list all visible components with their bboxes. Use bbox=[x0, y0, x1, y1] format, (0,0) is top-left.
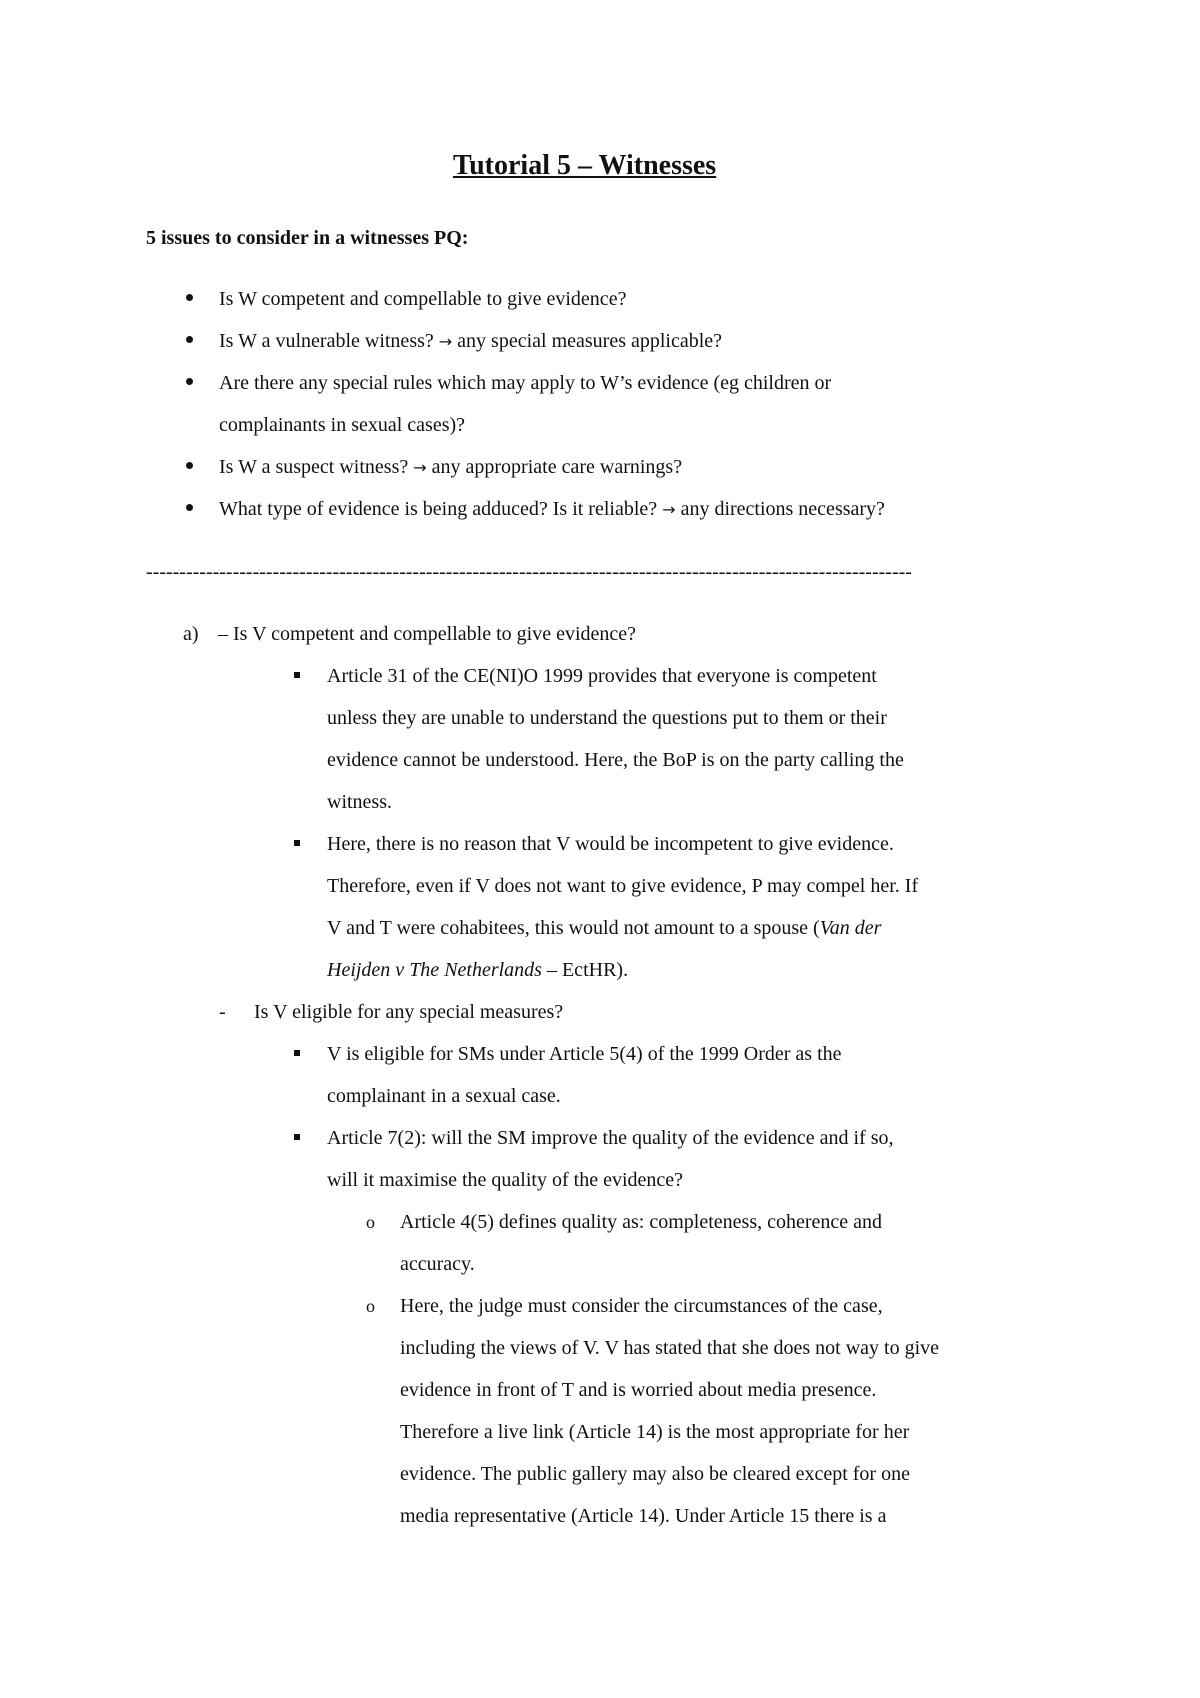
point-line: complainant in a sexual case. bbox=[327, 1085, 561, 1107]
right-arrow-icon: → bbox=[413, 458, 427, 477]
subheading: Is V eligible for any special measures? bbox=[254, 1001, 564, 1023]
point-text: V and T were cohabitees, this would not amount to a spouse ( bbox=[327, 917, 820, 939]
issue-text: any special measures applicable? bbox=[452, 330, 723, 352]
subpoint-line: evidence. The public gallery may also be cleared except for one bbox=[400, 1463, 910, 1485]
point-line: Article 31 of the CE(NI)O 1999 provides that everyone is competent bbox=[327, 665, 877, 687]
point-line: witness. bbox=[327, 791, 392, 813]
subpoint-line: media representative (Article 14). Under Article 15 there is a bbox=[400, 1505, 887, 1527]
issue-item-continuation: complainants in sexual cases)? bbox=[219, 414, 466, 436]
subpoint-line: including the views of V. V has stated that she does not way to give bbox=[400, 1337, 940, 1359]
point-line: V is eligible for SMs under Article 5(4) of the 1999 Order as the bbox=[327, 1043, 842, 1065]
point-line bbox=[327, 960, 628, 980]
bullet-icon bbox=[186, 294, 193, 301]
issue-item bbox=[219, 331, 722, 351]
point-line: will it maximise the quality of the evidence? bbox=[327, 1169, 684, 1191]
issue-text: any directions necessary? bbox=[675, 498, 885, 520]
bullet-icon bbox=[186, 504, 193, 511]
dashed-divider: ------------------------------------------------------------------------------------------------------------------- bbox=[146, 562, 912, 582]
square-bullet-icon bbox=[294, 1050, 300, 1056]
page-title: Tutorial 5 – Witnesses bbox=[453, 150, 717, 181]
case-name: Van der bbox=[819, 917, 882, 939]
square-bullet-icon bbox=[294, 840, 300, 846]
point-line: Here, there is no reason that V would be incompetent to give evidence. bbox=[327, 833, 894, 855]
issue-item bbox=[219, 457, 682, 477]
point-line: Article 7(2): will the SM improve the quality of the evidence and if so, bbox=[327, 1127, 894, 1149]
square-bullet-icon bbox=[294, 672, 300, 678]
issue-text: Is W a vulnerable witness? bbox=[219, 330, 439, 352]
right-arrow-icon: → bbox=[662, 500, 676, 519]
point-line: Therefore, even if V does not want to give evidence, P may compel her. If bbox=[327, 875, 919, 897]
point-line bbox=[327, 918, 881, 938]
subpoint-line: Article 4(5) defines quality as: completeness, coherence and bbox=[400, 1211, 883, 1233]
issue-text: any appropriate care warnings? bbox=[426, 456, 683, 478]
right-arrow-icon: → bbox=[438, 332, 453, 351]
issue-item bbox=[219, 499, 885, 519]
point-line: unless they are unable to understand the questions put to them or their bbox=[327, 707, 887, 729]
point-text: – EctHR). bbox=[541, 959, 629, 981]
bullet-icon bbox=[186, 378, 193, 385]
subpoint-line: Therefore a live link (Article 14) is the most appropriate for her bbox=[400, 1421, 910, 1443]
dash-marker: - bbox=[219, 1001, 226, 1023]
square-bullet-icon bbox=[294, 1134, 300, 1140]
circle-bullet-icon: o bbox=[366, 1296, 375, 1316]
part-label: a) bbox=[183, 623, 199, 645]
subpoint-line: evidence in front of T and is worried about media presence. bbox=[400, 1379, 877, 1401]
issues-heading: 5 issues to consider in a witnesses PQ: bbox=[146, 227, 469, 249]
issue-text: Is W a suspect witness? bbox=[219, 456, 414, 478]
issue-text: What type of evidence is being adduced? Is it reliable? bbox=[219, 498, 663, 520]
bullet-icon bbox=[186, 336, 193, 343]
case-name: Heijden v The Netherlands bbox=[327, 959, 542, 981]
issue-item: Is W competent and compellable to give evidence? bbox=[219, 288, 627, 310]
circle-bullet-icon: o bbox=[366, 1212, 375, 1232]
point-line: evidence cannot be understood. Here, the BoP is on the party calling the bbox=[327, 749, 904, 771]
subpoint-line: Here, the judge must consider the circumstances of the case, bbox=[400, 1295, 883, 1317]
bullet-icon bbox=[186, 462, 193, 469]
issue-item: Are there any special rules which may apply to W’s evidence (eg children or bbox=[219, 372, 832, 394]
part-heading: – Is V competent and compellable to give evidence? bbox=[218, 623, 637, 645]
subpoint-line: accuracy. bbox=[400, 1253, 475, 1275]
